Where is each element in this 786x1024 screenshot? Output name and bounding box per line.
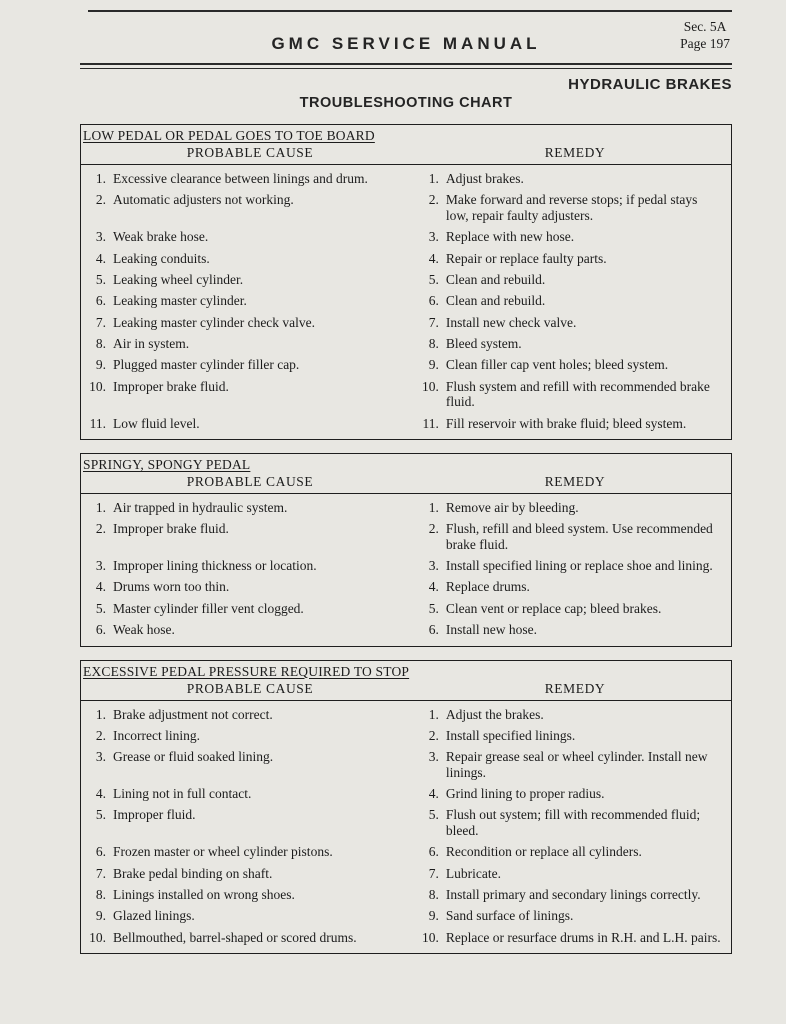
cause-text: Leaking master cylinder check valve. [113,314,316,330]
remedy-number: 7. [428,314,439,330]
table-row [81,251,725,266]
remedy-cell [416,379,725,410]
table-row [81,601,725,616]
cause-number: 1. [95,706,106,722]
remedy-text: Adjust brakes. [445,171,524,186]
cause-number: 1. [95,499,106,515]
cause-text: Leaking master cylinder. [113,293,247,309]
remedy-cell [416,229,725,244]
cause-number: 9. [95,908,106,924]
cause-number: 4. [95,250,106,266]
table-row [81,272,725,287]
cause-text: Leaking wheel cylinder. [113,271,244,287]
table-title [81,125,731,145]
cause-number: 6. [95,293,106,309]
remedy-number: 8. [428,886,439,902]
remedy-text: Flush out system; fill with recommended fluid; bleed. [445,807,701,838]
remedy-cell [416,844,725,859]
remedy-cell [416,293,725,308]
remedy-text: Install specified lining or replace shoe and lining. [445,558,713,573]
remedy-header: REMEDY [544,145,606,160]
table-rows [81,701,731,954]
remedy-number: 5. [428,807,439,823]
remedy-number: 10. [422,378,439,394]
remedy-text: Grind lining to proper radius. [445,786,605,801]
cause-number: 3. [95,749,106,765]
cause-text: Drums worn too thin. [113,579,230,595]
cause-text: Linings installed on wrong shoes. [113,886,295,902]
tables-container [80,124,732,954]
remedy-cell [416,930,725,945]
table-row [81,315,725,330]
remedy-cell [416,749,725,780]
cause-text: Excessive clearance between linings and drum. [113,171,368,186]
table-row [81,707,725,722]
cause-text: Improper lining thickness or location. [113,558,317,573]
cause-text: Lining not in full contact. [113,786,252,801]
remedy-cell [416,416,725,431]
cause-text: Leaking conduits. [113,250,210,266]
cause-cell [81,357,416,372]
remedy-text: Clean vent or replace cap; bleed brakes. [445,600,662,616]
cause-text: Air trapped in hydraulic system. [113,499,288,515]
remedy-number: 10. [422,929,439,945]
section-page-block [680,19,730,53]
cause-cell [81,908,416,923]
cause-text: Brake pedal binding on shaft. [113,865,273,881]
cause-cell [81,379,416,410]
cause-cell [81,558,416,573]
cause-text: Improper fluid. [113,807,196,823]
remedy-number: 9. [428,357,439,373]
remedy-number: 5. [428,600,439,616]
remedy-cell [416,192,725,223]
cause-number: 4. [95,786,106,801]
remedy-number: 3. [428,749,439,765]
remedy-text: Recondition or replace all cylinders. [445,844,642,860]
cause-number: 4. [95,579,106,595]
remedy-cell [416,521,725,552]
cause-number: 5. [95,271,106,287]
table-row [81,622,725,637]
remedy-number: 7. [428,865,439,881]
table-row [81,521,725,552]
column-headers [81,145,731,165]
cause-text: Weak brake hose. [113,229,209,245]
remedy-number: 9. [428,908,439,924]
section-label: Sec. 5A [683,19,727,34]
table-row [81,379,725,410]
remedy-number: 3. [428,558,439,573]
cause-text: Incorrect lining. [113,727,200,743]
remedy-text: Clean filler cap vent holes; bleed system. [445,357,669,373]
table-row [81,357,725,372]
remedy-text: Bleed system. [445,336,522,351]
remedy-number: 6. [428,293,439,309]
troubleshooting-table [80,660,732,955]
table-row [81,930,725,945]
cause-number: 8. [95,886,106,902]
remedy-text: Adjust the brakes. [445,706,544,722]
probable-cause-header: PROBABLE CAUSE [186,145,314,160]
table-row [81,887,725,902]
table-row [81,500,725,515]
remedy-text: Fill reservoir with brake fluid; bleed system. [445,415,687,431]
cause-number: 1. [95,171,106,186]
remedy-text: Repair or replace faulty parts. [445,250,607,266]
remedy-cell [416,272,725,287]
cause-cell [81,171,416,186]
remedy-number: 4. [428,579,439,595]
remedy-number: 5. [428,271,439,287]
table-row [81,728,725,743]
cause-number: 8. [95,336,106,351]
cause-text: Frozen master or wheel cylinder pistons. [113,844,333,860]
remedy-number: 2. [428,521,439,537]
remedy-cell [416,601,725,616]
remedy-cell [416,707,725,722]
remedy-cell [416,558,725,573]
remedy-number: 6. [428,622,439,638]
remedy-text: Sand surface of linings. [445,908,574,924]
remedy-cell [416,887,725,902]
cause-number: 7. [95,314,106,330]
cause-text: Weak hose. [113,622,175,638]
cause-cell [81,192,416,223]
table-row [81,416,725,431]
table-row [81,908,725,923]
table-title [81,661,731,681]
cause-cell [81,728,416,743]
cause-text: Brake adjustment not correct. [113,706,273,722]
remedy-text: Install specified linings. [445,727,576,743]
cause-text: Glazed linings. [113,908,195,924]
cause-number: 5. [95,600,106,616]
cause-number: 5. [95,807,106,823]
cause-cell [81,416,416,431]
cause-cell [81,251,416,266]
cause-cell [81,500,416,515]
remedy-text: Lubricate. [445,865,501,881]
table-row [81,807,725,838]
remedy-cell [416,866,725,881]
cause-text: Low fluid level. [113,415,200,431]
remedy-text: Install new hose. [445,622,537,638]
cause-number: 3. [95,229,106,245]
table-title-text: LOW PEDAL OR PEDAL GOES TO TOE BOARD [83,128,375,143]
page-header [80,12,732,60]
cause-number: 2. [95,727,106,743]
remedy-text: Clean and rebuild. [445,271,546,287]
remedy-number: 6. [428,844,439,860]
table-row [81,171,725,186]
remedy-cell [416,171,725,186]
remedy-cell [416,357,725,372]
remedy-number: 2. [428,192,439,208]
table-row [81,558,725,573]
cause-cell [81,293,416,308]
cause-text: Improper brake fluid. [113,521,229,537]
cause-number: 9. [95,357,106,373]
troubleshooting-chart-title: TROUBLESHOOTING CHART [299,95,513,111]
cause-number: 10. [89,929,106,945]
remedy-text: Replace drums. [445,579,530,595]
cause-cell [81,749,416,780]
cause-text: Automatic adjusters not working. [113,192,294,208]
cause-cell [81,807,416,838]
remedy-cell [416,786,725,801]
remedy-cell [416,807,725,838]
table-row [81,749,725,780]
table-row [81,229,725,244]
table-row [81,844,725,859]
remedy-cell [416,908,725,923]
cause-cell [81,887,416,902]
table-row [81,866,725,881]
cause-cell [81,622,416,637]
cause-cell [81,707,416,722]
remedy-text: Replace with new hose. [445,229,575,245]
column-headers [81,474,731,494]
cause-cell [81,844,416,859]
remedy-text: Clean and rebuild. [445,293,546,309]
cause-cell [81,601,416,616]
cause-number: 6. [95,844,106,860]
remedy-text: Remove air by bleeding. [445,499,579,515]
cause-cell [81,579,416,594]
cause-cell [81,521,416,552]
remedy-text: Repair grease seal or wheel cylinder. Install new linings. [445,749,708,780]
remedy-number: 1. [428,706,439,722]
cause-text: Bellmouthed, barrel-shaped or scored drums. [113,929,357,945]
header-divider [80,63,732,69]
remedy-number: 1. [428,171,439,186]
cause-text: Air in system. [113,336,190,351]
table-rows [81,494,731,646]
cause-cell [81,866,416,881]
table-row [81,336,725,351]
table-row [81,192,725,223]
table-title-text: EXCESSIVE PEDAL PRESSURE REQUIRED TO STOP [83,663,410,679]
remedy-cell [416,315,725,330]
cause-cell [81,315,416,330]
remedy-cell [416,336,725,351]
probable-cause-header: PROBABLE CAUSE [186,680,314,696]
table-row [81,786,725,801]
remedy-cell [416,579,725,594]
page-number: Page 197 [680,35,730,51]
manual-title: GMC SERVICE MANUAL [271,34,541,53]
cause-number: 7. [95,865,106,881]
table-row [81,579,725,594]
remedy-cell [416,728,725,743]
cause-number: 6. [95,622,106,638]
remedy-number: 8. [428,336,439,351]
table-title-text: SPRINGY, SPONGY PEDAL [83,456,251,472]
cause-cell [81,930,416,945]
remedy-header: REMEDY [544,473,606,489]
cause-cell [81,272,416,287]
probable-cause-header: PROBABLE CAUSE [186,473,314,489]
cause-number: 2. [95,521,106,537]
table-title [81,454,731,474]
cause-cell [81,336,416,351]
table-rows [81,165,731,439]
remedy-cell [416,251,725,266]
troubleshooting-table [80,453,732,647]
cause-number: 3. [95,558,106,573]
cause-text: Plugged master cylinder filler cap. [113,357,300,373]
cause-text: Master cylinder filler vent clogged. [113,600,304,616]
table-row [81,293,725,308]
remedy-number: 1. [428,499,439,515]
remedy-text: Flush system and refill with recommended brake fluid. [445,378,710,410]
cause-text: Improper brake fluid. [113,378,229,394]
cause-number: 11. [89,415,106,431]
cause-cell [81,229,416,244]
troubleshooting-table [80,124,732,440]
hydraulic-brakes-heading: HYDRAULIC BRAKES [568,76,732,93]
remedy-number: 4. [428,786,439,801]
cause-number: 2. [95,192,106,208]
column-headers [81,681,731,701]
remedy-cell [416,622,725,637]
remedy-number: 4. [428,250,439,266]
remedy-number: 11. [422,415,439,431]
remedy-text: Install new check valve. [445,314,577,330]
remedy-text: Replace or resurface drums in R.H. and L.H. pairs. [445,929,721,945]
cause-text: Grease or fluid soaked lining. [113,749,274,765]
cause-cell [81,786,416,801]
remedy-text: Flush, refill and bleed system. Use recommended brake fluid. [445,521,713,552]
remedy-text: Install primary and secondary linings correctly. [445,886,701,902]
remedy-cell [416,500,725,515]
remedy-text: Make forward and reverse stops; if pedal stays low, repair faulty adjusters. [445,192,698,223]
cause-number: 10. [89,378,106,394]
remedy-number: 2. [428,727,439,743]
remedy-number: 3. [428,229,439,245]
remedy-header: REMEDY [544,680,606,696]
